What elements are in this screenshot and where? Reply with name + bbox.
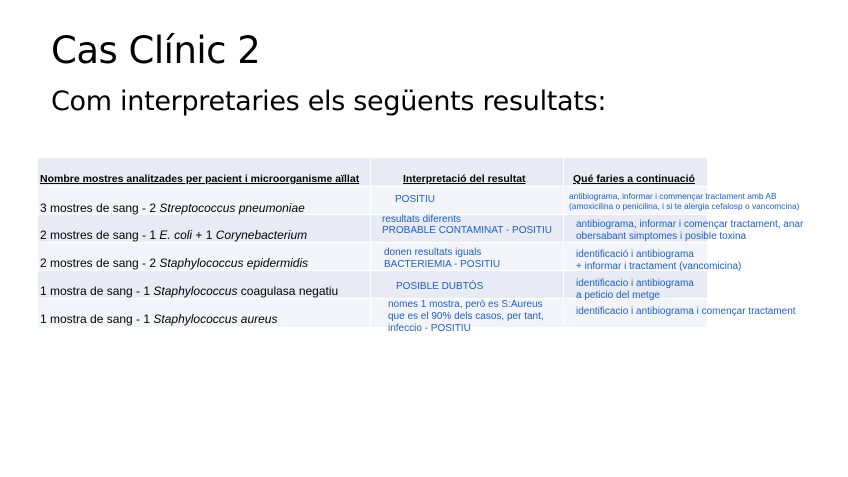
header-samples: Nombre mostres analitzades per pacient i microorganisme aïllat: [40, 173, 360, 185]
organism-name: E. coli: [159, 228, 193, 242]
interpretation-note: POSIBLE DUBTÓS: [396, 281, 484, 292]
organism-name: Staphylococcus epidermidis: [159, 256, 309, 270]
sample-cell: [40, 256, 308, 270]
sample-cell: [40, 201, 305, 215]
interpretation-note: BACTERIEMIA - POSITIU: [384, 259, 501, 270]
sample-cell: [40, 284, 338, 298]
action-note: obersabant simptomes i posible toxina: [576, 231, 747, 242]
organism-name: Corynebacterium: [215, 228, 308, 242]
organism-name: Streptococcus pneumoniae: [159, 201, 305, 215]
action-note: identificacio i antibiograma: [576, 278, 694, 289]
action-note: antibiograma, informar i commençar tractament amb AB: [569, 191, 777, 201]
results-table: [38, 158, 804, 334]
header-interpretation: Interpretació del resultat: [403, 173, 526, 185]
sample-text: 1 mostra de sang - 1: [40, 312, 154, 326]
interpretation-note: resultats diferents: [382, 214, 461, 225]
sample-text: 3 mostres de sang - 2: [40, 201, 160, 215]
interpretation-note: POSITIU: [395, 194, 436, 205]
header-next-step: Qué faries a continuació: [573, 173, 695, 185]
sample-text: + 1: [192, 228, 216, 242]
action-note: + informar i tractament (vancomicina): [576, 261, 742, 272]
action-note: antibiograma, informar i començar tractament, anar: [576, 219, 804, 230]
slide-title: Cas Clínic 2: [51, 29, 261, 72]
slide-subtitle: Com interpretaries els següents resultats:: [51, 86, 607, 117]
action-note: a peticio del metge: [576, 290, 660, 301]
sample-text: coagulasa negatiu: [237, 284, 339, 298]
interpretation-note: PROBABLE CONTAMINAT - POSITIU: [382, 225, 553, 236]
sample-text: 1 mostra de sang - 1: [40, 284, 154, 298]
interpretation-note: nomes 1 mostra, però es S:Aureus: [388, 299, 543, 310]
sample-cell: [40, 228, 307, 242]
row-divider: [38, 186, 707, 187]
sample-text: 2 mostres de sang - 1: [40, 228, 160, 242]
action-note: identificació i antibiograma: [576, 249, 694, 260]
interpretation-note: infeccio - POSITIU: [388, 323, 471, 334]
sample-text: 2 mostres de sang - 2: [40, 256, 160, 270]
sample-cell: [40, 312, 277, 326]
interpretation-note: que es el 90% dels casos, per tant,: [388, 311, 544, 322]
action-note: identificacio i antibiograma i començar tractament: [576, 306, 796, 317]
organism-name: Staphylococcus: [153, 284, 238, 298]
organism-name: Staphylococcus aureus: [153, 312, 278, 326]
interpretation-note: donen resultats iguals: [384, 247, 482, 258]
row-divider: [38, 242, 707, 243]
action-note: (amoxicilina o penicilina, i si te alergia cefalosp o vancomcina): [569, 201, 800, 211]
